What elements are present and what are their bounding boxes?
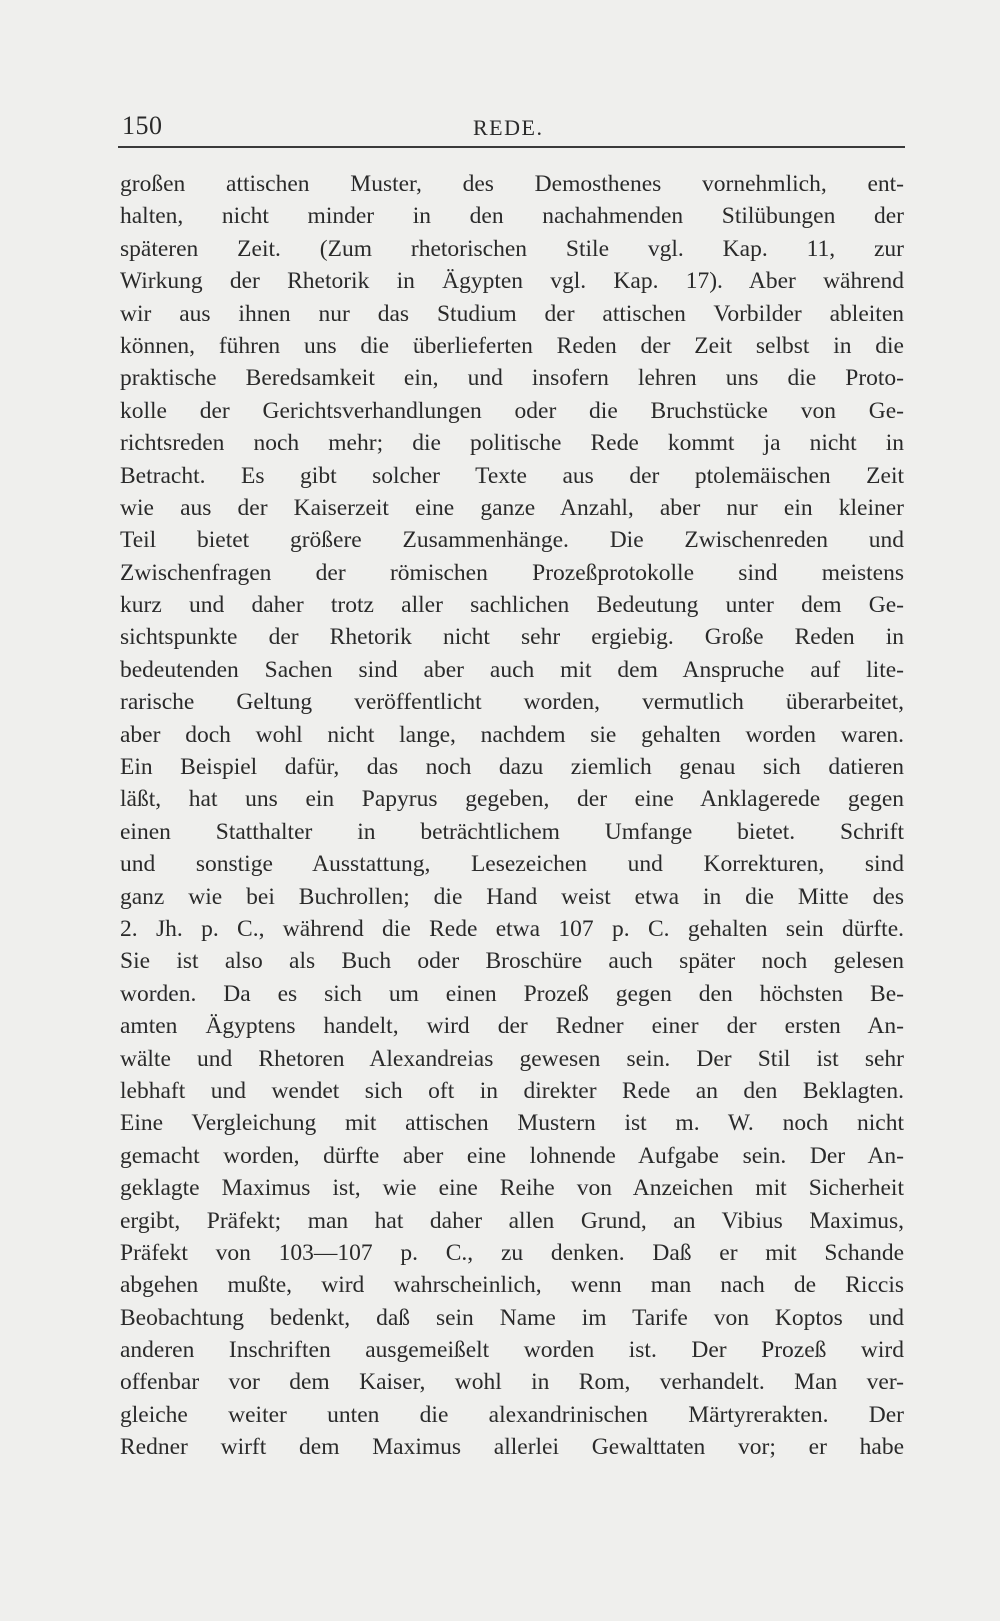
text-line: können, führen uns die überlieferten Reden der Zeit selbst in die bbox=[120, 332, 904, 359]
text-line: Zwischenfragen der römischen Prozeßprotokolle sind meistens bbox=[120, 559, 904, 586]
text-line: offenbar vor dem Kaiser, wohl in Rom, verhandelt. Man ver- bbox=[120, 1369, 904, 1396]
text-line: 2. Jh. p. C., während die Rede etwa 107 p. C. gehalten sein dürfte. bbox=[120, 915, 904, 942]
text-line: und sonstige Ausstattung, Lesezeichen und Korrekturen, sind bbox=[120, 851, 904, 878]
text-line: Beobachtung bedenkt, daß sein Name im Tarife von Koptos und bbox=[120, 1304, 904, 1331]
text-line: sichtspunkte der Rhetorik nicht sehr ergiebig. Große Reden in bbox=[120, 624, 904, 651]
text-line: Teil bietet größere Zusammenhänge. Die Zwischenreden und bbox=[120, 527, 904, 554]
text-line: gemacht worden, dürfte aber eine lohnende Aufgabe sein. Der An- bbox=[120, 1142, 904, 1169]
text-line: großen attischen Muster, des Demosthenes vornehmlich, ent- bbox=[120, 171, 904, 197]
text-line: amten Ägyptens handelt, wird der Redner einer der ersten An- bbox=[120, 1013, 904, 1040]
text-line: gleiche weiter unten die alexandrinischen Märtyrerakten. Der bbox=[120, 1401, 904, 1428]
text-line: wälte und Rhetoren Alexandreias gewesen sein. Der Stil ist sehr bbox=[120, 1045, 904, 1072]
text-line: läßt, hat uns ein Papyrus gegeben, der eine Anklagerede gegen bbox=[120, 786, 904, 813]
text-line: Ein Beispiel dafür, das noch dazu ziemlich genau sich datieren bbox=[120, 754, 904, 781]
text-line: wir aus ihnen nur das Studium der attischen Vorbilder ableiten bbox=[120, 300, 904, 327]
text-line: rarische Geltung veröffentlicht worden, vermutlich überarbeitet, bbox=[120, 689, 904, 716]
text-line: kurz und daher trotz aller sachlichen Bedeutung unter dem Ge- bbox=[120, 592, 904, 619]
text-line: Betracht. Es gibt solcher Texte aus der ptolemäischen Zeit bbox=[120, 462, 904, 489]
text-line: ganz wie bei Buchrollen; die Hand weist etwa in die Mitte des bbox=[120, 883, 904, 910]
text-line: Präfekt von 103—107 p. C., zu denken. Daß er mit Schande bbox=[120, 1239, 904, 1266]
text-line: Redner wirft dem Maximus allerlei Gewalttaten vor; er habe bbox=[120, 1434, 904, 1461]
text-line: wie aus der Kaiserzeit eine ganze Anzahl, aber nur ein kleiner bbox=[120, 494, 904, 521]
header-rule bbox=[118, 146, 905, 148]
text-line: praktische Beredsamkeit ein, und insofern lehren uns die Proto- bbox=[120, 365, 904, 392]
text-line: geklagte Maximus ist, wie eine Reihe von Anzeichen mit Sicherheit bbox=[120, 1175, 904, 1202]
text-line: bedeutenden Sachen sind aber auch mit dem Anspruche auf lite- bbox=[120, 656, 904, 683]
text-line: aber doch wohl nicht lange, nachdem sie gehalten worden waren. bbox=[120, 721, 904, 748]
text-line: kolle der Gerichtsverhandlungen oder die Bruchstücke von Ge- bbox=[120, 397, 904, 424]
text-line: richtsreden noch mehr; die politische Rede kommt ja nicht in bbox=[120, 430, 904, 457]
text-line: späteren Zeit. (Zum rhetorischen Stile vgl. Kap. 11, zur bbox=[120, 235, 904, 262]
page-header bbox=[118, 106, 905, 146]
text-line: Wirkung der Rhetorik in Ägypten vgl. Kap. 17). Aber während bbox=[120, 268, 904, 295]
body-text bbox=[120, 168, 904, 1464]
text-line: halten, nicht minder in den nachahmenden Stilübungen der bbox=[120, 203, 904, 230]
text-line: Sie ist also als Buch oder Broschüre auch später noch gelesen bbox=[120, 948, 904, 975]
text-line: einen Statthalter in beträchtlichem Umfange bietet. Schrift bbox=[120, 818, 904, 845]
text-line: Eine Vergleichung mit attischen Mustern ist m. W. noch nicht bbox=[120, 1110, 904, 1137]
text-line: abgehen mußte, wird wahrscheinlich, wenn man nach de Riccis bbox=[120, 1272, 904, 1299]
text-line: ergibt, Präfekt; man hat daher allen Grund, an Vibius Maximus, bbox=[120, 1207, 904, 1234]
text-line: anderen Inschriften ausgemeißelt worden ist. Der Prozeß wird bbox=[120, 1337, 904, 1364]
text-line: lebhaft und wendet sich oft in direkter Rede an den Beklagten. bbox=[120, 1077, 904, 1104]
running-head: REDE. bbox=[473, 115, 544, 140]
text-line: worden. Da es sich um einen Prozeß gegen den höchsten Be- bbox=[120, 980, 904, 1007]
page-number: 150 bbox=[122, 111, 163, 140]
